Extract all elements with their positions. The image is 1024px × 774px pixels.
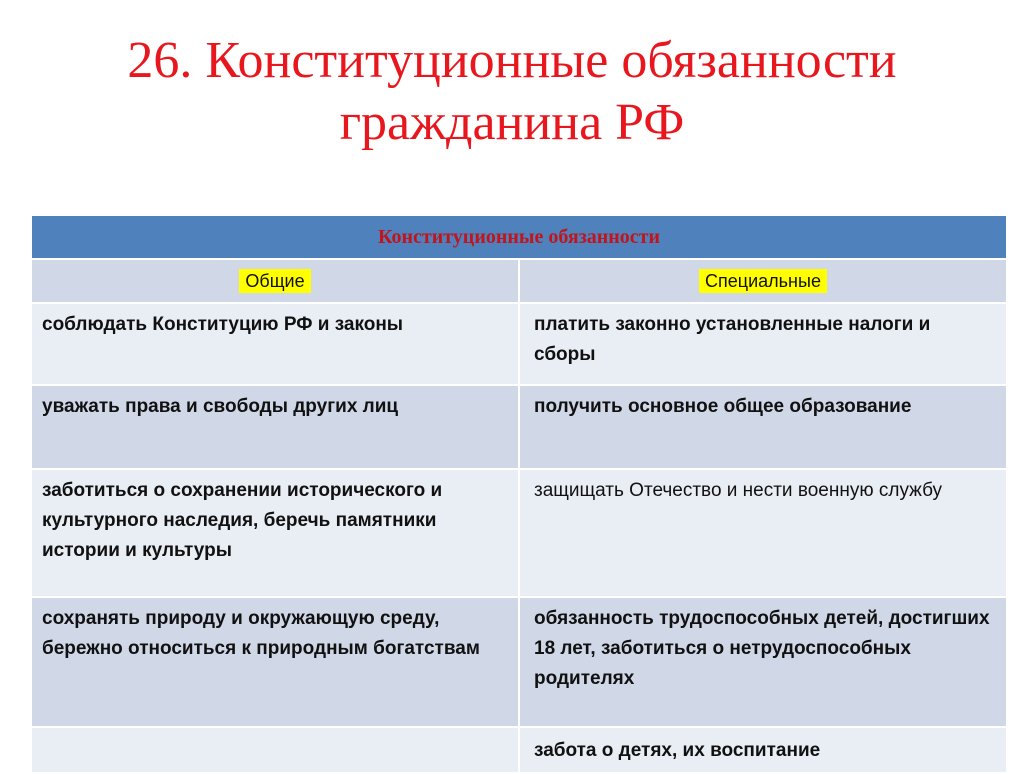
column-header-general — [32, 259, 519, 303]
slide-title-line-2: гражданина РФ — [339, 94, 685, 151]
general-duty-cell — [32, 727, 519, 773]
special-duty-cell: обязанность трудоспособных детей, достигших 18 лет, заботиться о нетрудоспособных родителях — [519, 597, 1006, 727]
duties-table — [32, 216, 1006, 774]
column-header-special — [519, 259, 1006, 303]
table-row — [32, 303, 1006, 385]
general-duty-cell: сохранять природу и окружающую среду, бережно относиться к природным богатствам — [32, 597, 519, 727]
table-header: Конституционные обязанности — [32, 216, 1006, 259]
table-row — [32, 385, 1006, 469]
slide-title — [0, 30, 1024, 154]
special-duty-cell: получить основное общее образование — [519, 385, 1006, 469]
slide-title-line-1: 26. Конституционные обязанности — [127, 32, 897, 89]
general-duty-cell: соблюдать Конституцию РФ и законы — [32, 303, 519, 385]
general-duty-cell: уважать права и свободы других лиц — [32, 385, 519, 469]
special-duty-cell: защищать Отечество и нести военную службу — [519, 469, 1006, 597]
table-row — [32, 727, 1006, 773]
table-subheader-row — [32, 259, 1006, 303]
special-duty-cell: забота о детях, их воспитание — [519, 727, 1006, 773]
column-header-general-label: Общие — [239, 269, 310, 293]
table-row — [32, 597, 1006, 727]
general-duty-cell: заботиться о сохранении исторического и культурного наследия, беречь памятники истории и культуры — [32, 469, 519, 597]
table-row — [32, 469, 1006, 597]
column-header-special-label: Специальные — [699, 269, 827, 293]
table-header-row — [32, 216, 1006, 259]
special-duty-cell: платить законно установленные налоги и сборы — [519, 303, 1006, 385]
